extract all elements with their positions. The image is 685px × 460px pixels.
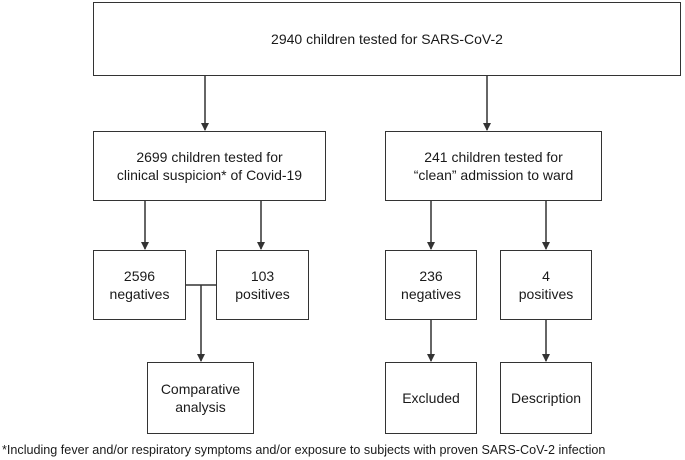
left-positives-label: 103 positives: [235, 268, 290, 302]
comparative-analysis-box: [147, 362, 254, 434]
left-branch-box: [93, 131, 326, 201]
right-branch-label: 241 children tested for “clean” admission to ward: [413, 149, 574, 183]
right-positives-label: 4 positives: [518, 268, 574, 302]
comparative-analysis-label: Comparative analysis: [160, 381, 241, 415]
right-branch-box: [385, 131, 602, 201]
right-positives-box: [500, 250, 592, 320]
root-box: [93, 2, 681, 76]
right-negatives-label: 236 negatives: [401, 268, 461, 302]
footnote: *Including fever and/or respiratory symptoms and/or exposure to subjects with proven SARS-CoV-2 infection: [2, 443, 606, 457]
description-box: [500, 362, 592, 434]
excluded-label: Excluded: [402, 390, 460, 406]
excluded-box: [385, 362, 477, 434]
right-negatives-box: [385, 250, 477, 320]
left-positives-box: [216, 250, 309, 320]
left-branch-label: 2699 children tested for clinical suspicion* of Covid-19: [116, 149, 303, 183]
left-negatives-box: [93, 250, 186, 320]
description-label: Description: [510, 390, 582, 406]
root-label: 2940 children tested for SARS-CoV-2: [271, 31, 503, 47]
left-negatives-label: 2596 negatives: [109, 268, 170, 302]
